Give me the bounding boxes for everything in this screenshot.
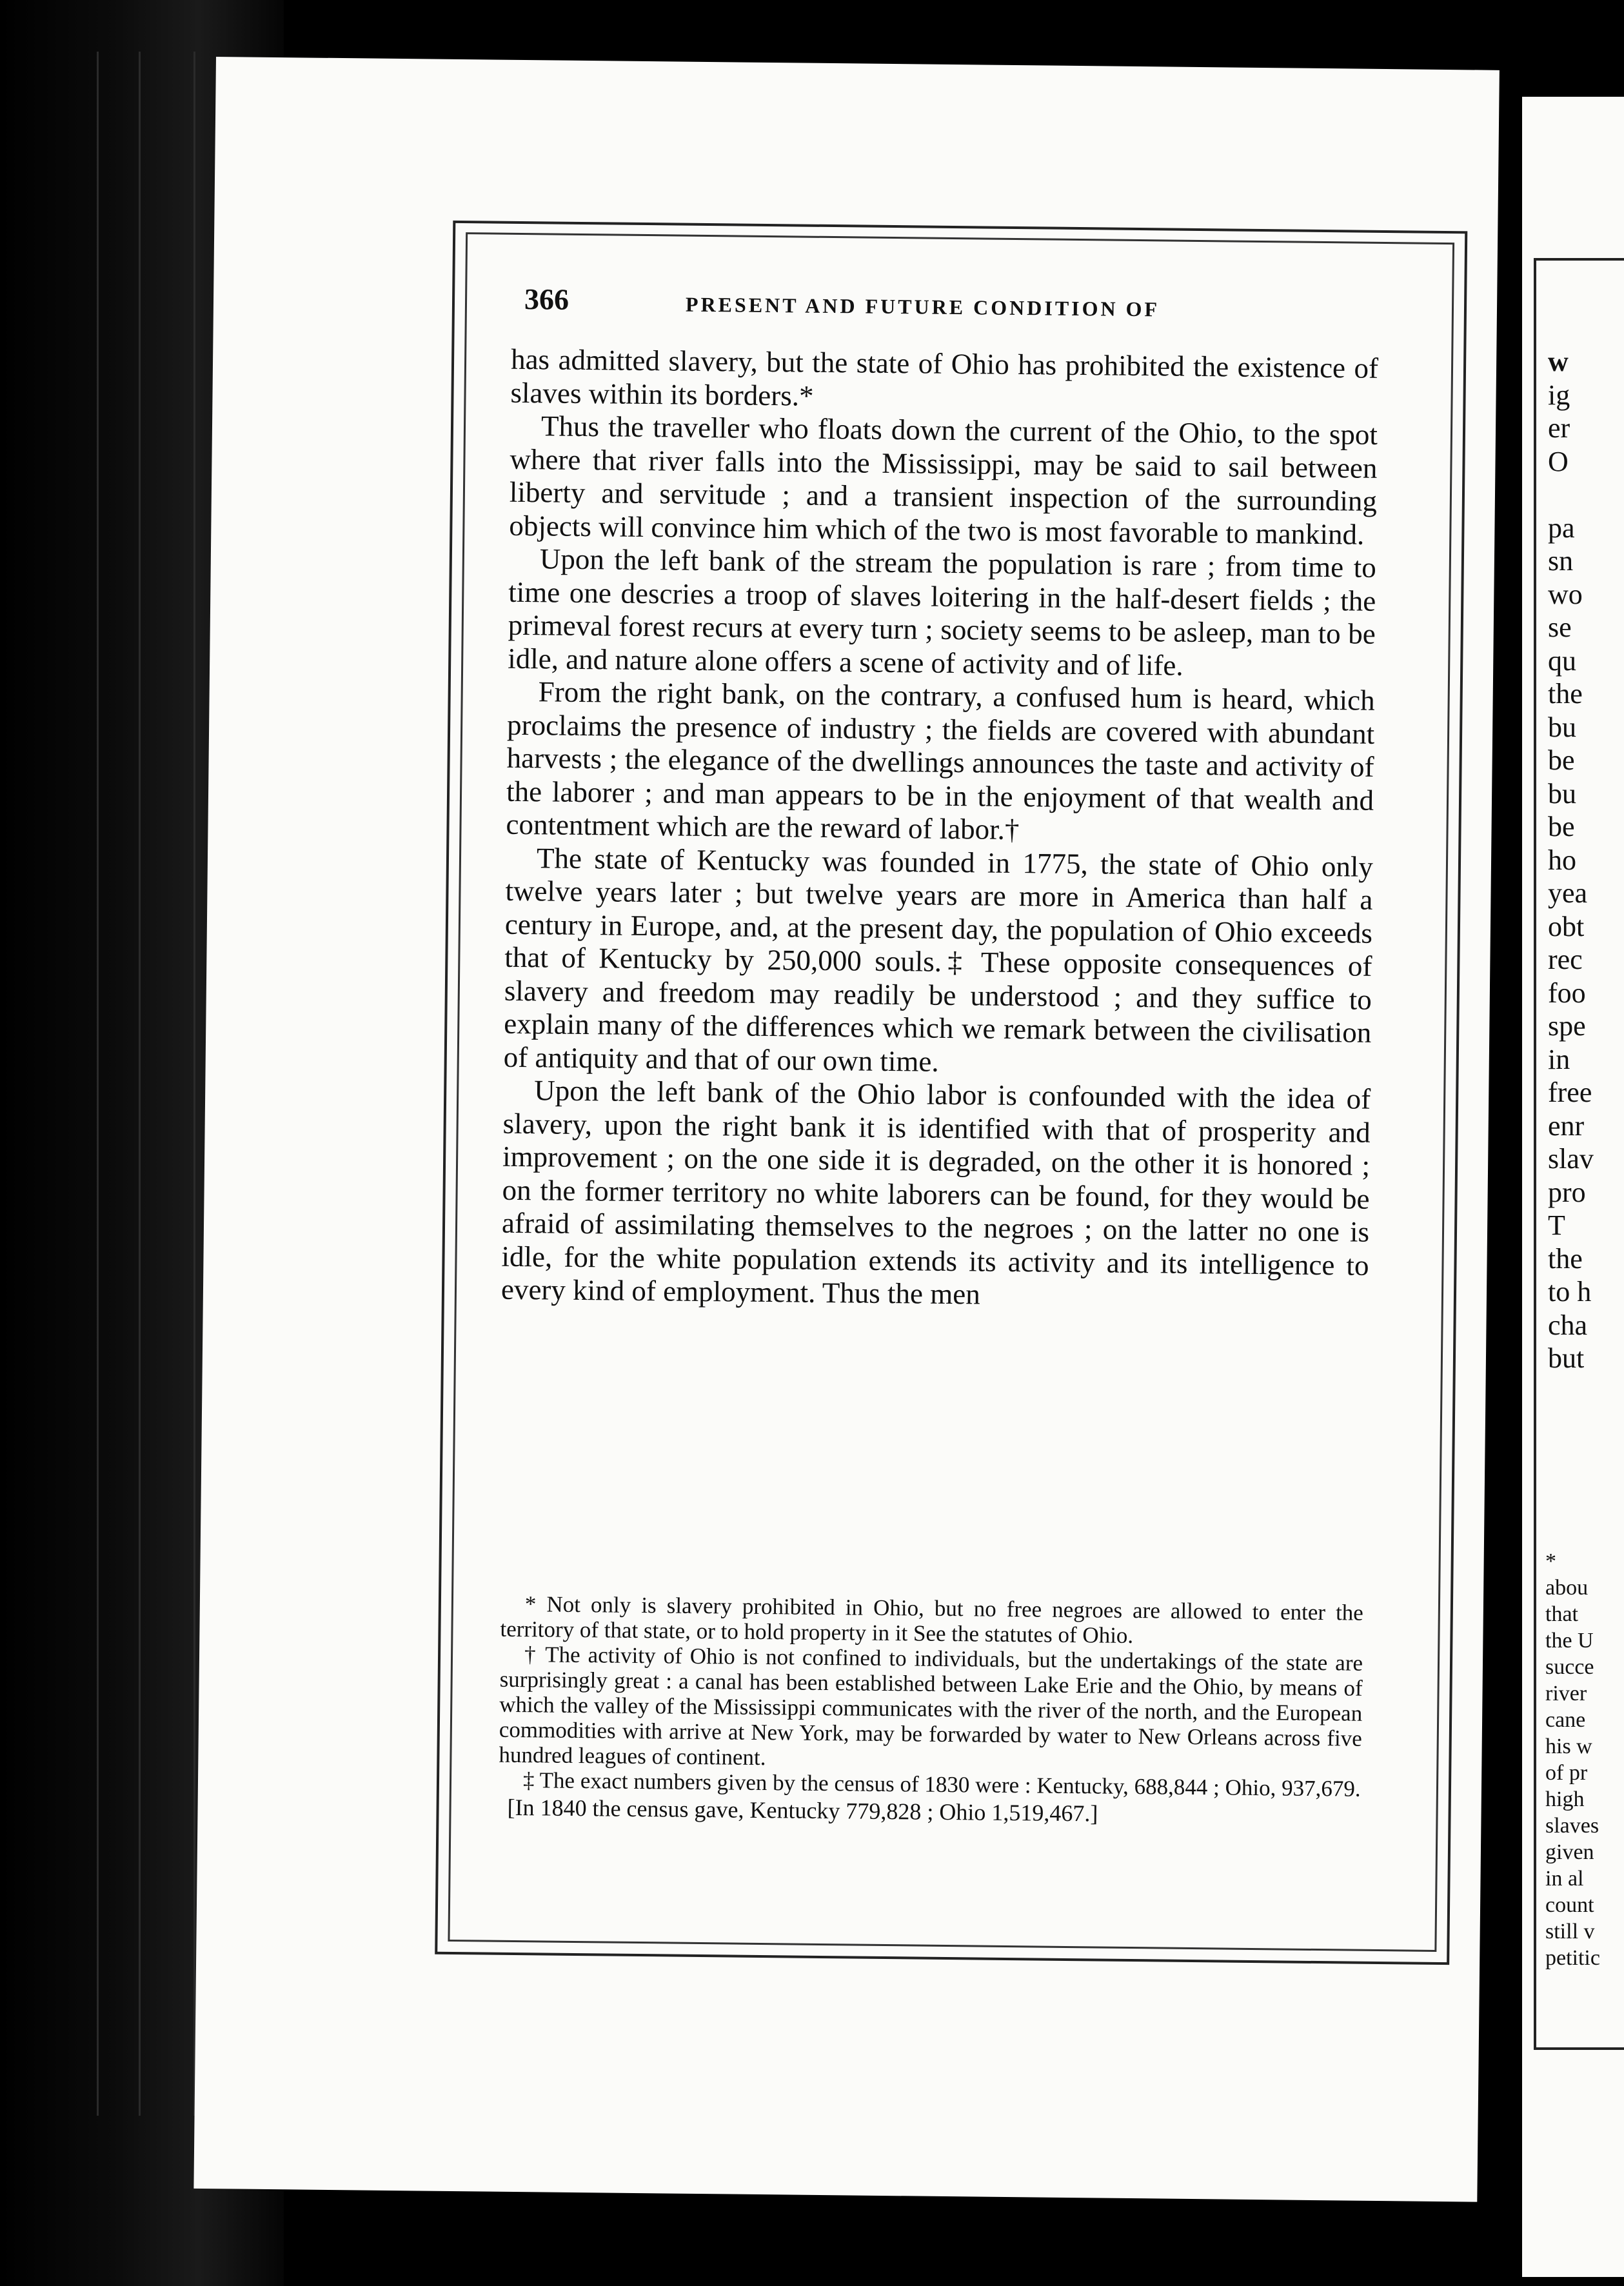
footnotes [498, 1591, 1363, 1829]
facing-line: to h [1548, 1276, 1592, 1307]
paragraph: Thus the traveller who floats down the current of the Ohio, to the spot where that river falls into the Mississippi, may be said to sail between liberty and servitude ; and a transient inspection of the surrounding objects will convince him which of the two is most favorable to mankind. [509, 410, 1378, 551]
facing-line: er [1548, 412, 1570, 444]
facing-note-line: succe [1545, 1655, 1594, 1679]
facing-note-line: his w [1545, 1734, 1592, 1758]
footnote: * Not only is slavery prohibited in Ohio, but no free negroes are allowed to enter the territory of that state, or to hold property in it See the statutes of Ohio. [500, 1591, 1364, 1649]
facing-note-line: of pr [1545, 1761, 1588, 1785]
running-title: PRESENT AND FUTURE CONDITION OF [685, 292, 1160, 321]
page-border-outer [435, 221, 1467, 1965]
facing-note-line: that [1545, 1602, 1578, 1626]
facing-note-line: petitic [1545, 1946, 1600, 1970]
facing-note-line: given [1545, 1840, 1594, 1864]
facing-note-line: * [1545, 1549, 1556, 1573]
binding-edge-line [193, 52, 195, 2116]
facing-line: bu [1548, 711, 1576, 743]
footnote: † The activity of Ohio is not confined to individuals, but the undertakings of the state are surprisingly great : a canal has been established between Lake Erie and the Ohio, by means of which the valley of the Mississippi communicates with the river of the north, and the European commodities with arrive at New York, may be forwarded by water to New Orleans across five hundred leagues of continent. [499, 1642, 1363, 1771]
facing-note-line: cane [1545, 1708, 1586, 1732]
facing-line: the [1548, 1242, 1583, 1275]
paragraph: The state of Kentucky was founded in 1775, the state of Ohio only twelve years later ; but twelve years are more in America than half a century in Europe, and, at the present day, the population of Ohio exceeds that of Kentucky by 250,000 souls.‡ These opposite consequences of slavery and freedom may readily be understood ; and they suffice to explain many of the differences which we remark between the civilisation of antiquity and that of our own time. [503, 841, 1374, 1078]
facing-line: sn [1548, 545, 1574, 577]
facing-line: foo [1548, 977, 1586, 1009]
facing-line: ig [1548, 379, 1570, 411]
facing-line: yea [1548, 877, 1588, 909]
facing-line: O [1548, 445, 1569, 477]
page-number: 366 [524, 283, 569, 316]
census-note: [In 1840 the census gave, Kentucky 779,828 ; Ohio 1,519,467.] [507, 1794, 1098, 1827]
paragraph: has admitted slavery, but the state of Ohio has prohibited the existence of slaves within its borders.* [510, 343, 1379, 412]
facing-line: enr [1548, 1109, 1585, 1142]
facing-note-line: count [1545, 1893, 1594, 1917]
facing-line: free [1548, 1077, 1592, 1108]
facing-line: obt [1548, 910, 1585, 942]
facing-page-text [1548, 345, 1624, 1375]
footnote: ‡ The exact numbers given by the census of 1830 were : Kentucky, 688,844 ; Ohio, 937,679. [522, 1767, 1361, 1802]
facing-line: spe [1548, 1010, 1586, 1042]
facing-line: be [1548, 811, 1575, 842]
facing-line: slav [1548, 1143, 1594, 1175]
facing-page-footnotes [1545, 1548, 1624, 1971]
facing-note-line: high [1545, 1787, 1585, 1811]
facing-note-line: still v [1545, 1920, 1595, 1943]
binding-edge-line [97, 52, 99, 2116]
facing-line: ho [1548, 844, 1576, 876]
body-text [501, 343, 1379, 1316]
facing-line: se [1548, 611, 1572, 643]
facing-line: rec [1548, 944, 1583, 975]
facing-line: be [1548, 744, 1575, 776]
book-page [193, 57, 1500, 2202]
facing-line: but [1548, 1342, 1585, 1374]
paragraph: Upon the left bank of the stream the population is rare ; from time to time one descries a troop of slaves loitering in the half-desert fields ; the primeval forest recurs at every turn ; society seems to be asleep, man to be idle, and nature alone offers a scene of activity and of life. [508, 542, 1377, 682]
facing-note-line: river [1545, 1682, 1587, 1705]
paragraph: Upon the left bank of the Ohio labor is confounded with the idea of slavery, upon the right bank it is identified with that of prosperity and improvement ; on the one side it is degraded, on the other it is honored ; on the former territory no white laborers can be found, for they would be afraid of assimilating themselves to the negroes ; on the latter no one is idle, for the white population extends its activity and its intelligence to every kind of employment. Thus the men [500, 1074, 1371, 1311]
facing-line: in [1548, 1043, 1570, 1075]
facing-line: pro [1548, 1176, 1586, 1208]
binding-edge-line [139, 52, 141, 2116]
facing-line: qu [1548, 644, 1576, 677]
paragraph: From the right bank, on the contrary, a confused hum is heard, which proclaims the presence of industry ; the fields are covered with abundant harvests ; the elegance of the dwellings announces the taste and activity of the laborer ; and man appears to be in the enjoyment of that wealth and contentment which are the reward of labor.† [506, 675, 1375, 846]
facing-line: wo [1548, 578, 1583, 610]
facing-line: bu [1548, 777, 1576, 810]
facing-line: w [1548, 346, 1569, 377]
facing-note-line: the U [1545, 1629, 1594, 1653]
facing-line: cha [1548, 1309, 1588, 1341]
facing-note-line: abou [1545, 1576, 1589, 1600]
facing-note-line: slaves [1545, 1814, 1599, 1838]
facing-note-line: in al [1545, 1867, 1584, 1891]
facing-line: the [1548, 678, 1583, 710]
facing-page [1522, 97, 1624, 2277]
facing-line: T [1548, 1209, 1565, 1241]
facing-line: pa [1548, 512, 1575, 544]
